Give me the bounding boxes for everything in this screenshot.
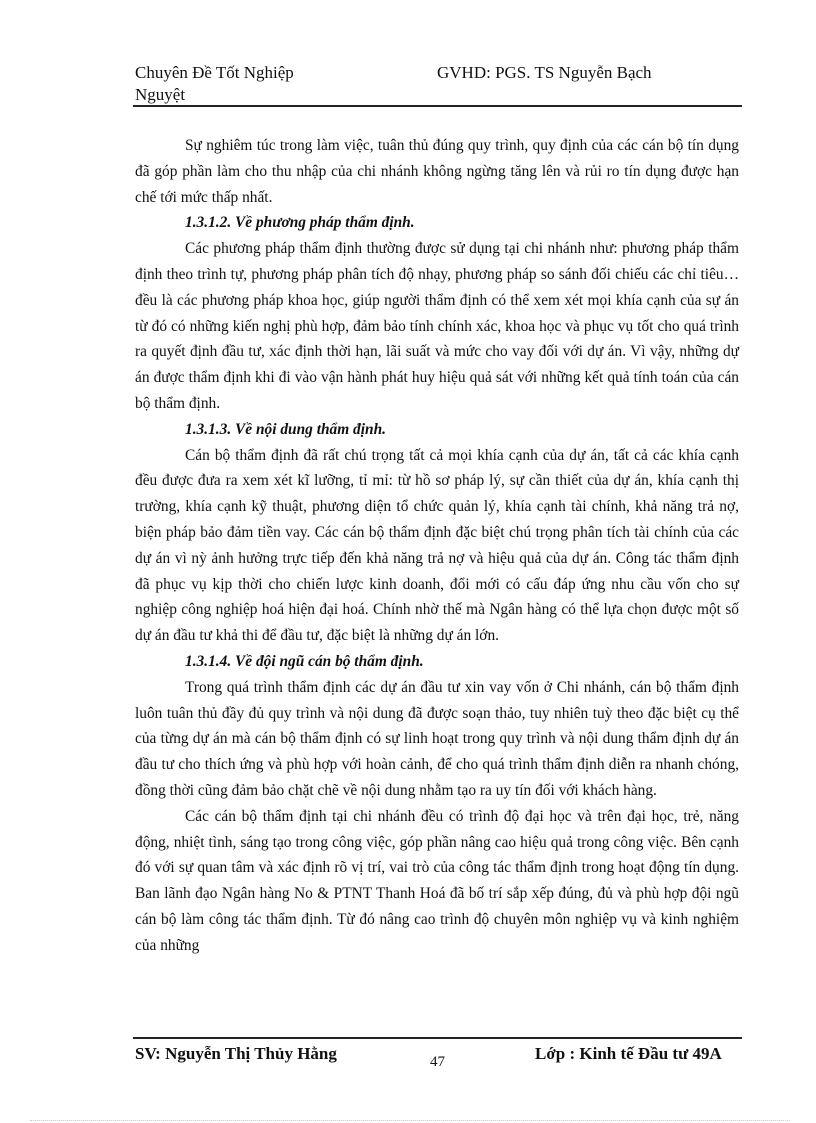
section-heading: 1.3.1.4. Về đội ngũ cán bộ thẩm định. [185,652,424,670]
footer-divider [133,1037,742,1039]
footer-class: Lớp : Kinh tế Đầu tư 49A [535,1044,722,1063]
page-edge-divider [30,1120,790,1121]
section-heading: 1.3.1.2. Về phương pháp thẩm định. [185,214,415,232]
page-number: 47 [430,1054,445,1070]
header-title-continuation: Nguyệt [135,85,186,104]
header-supervisor: GVHD: PGS. TS Nguyễn Bạch [437,63,652,82]
footer-student: SV: Nguyễn Thị Thủy Hằng [135,1044,337,1063]
document-body [135,133,739,959]
header-title: Chuyên Đề Tốt Nghiệp [135,63,294,82]
header-left [135,62,294,106]
paragraph: Các cán bộ thẩm định tại chi nhánh đều có trình độ đại học và trên đại học, trẻ, năng động, nhiệt tình, sáng tạo trong công việc, góp phần nâng cao hiệu quả trong công việc. Bên cạnh đó với sự quan tâm và xác định rõ vị trí, vai trò của công tác thẩm định trong hoạt động tín dụng. Ban lãnh đạo Ngân hàng No & PTNT Thanh Hoá đã bố trí sắp xếp đúng, đủ và phù hợp đội ngũ cán bộ làm công tác thẩm định. Từ đó nâng cao trình độ chuyên môn nghiệp vụ và kinh nghiệm của những [135,807,739,954]
header-divider [133,105,742,107]
paragraph: Trong quá trình thẩm định các dự án đầu tư xin vay vốn ở Chi nhánh, cán bộ thẩm định luôn tuân thủ đầy đủ quy trình và nội dung đã được soạn thảo, tuy nhiên tuỳ theo đặc biệt cụ thể của từng dự án mà cán bộ thẩm định có sự linh hoạt trong quy trình và nội dung thẩm định dự án đầu tư cho thích ứng và phù hợp với hoàn cảnh, để cho quá trình thẩm định diễn ra nhanh chóng, đồng thời cũng đảm bảo chặt chẽ về nội dung nhằm tạo ra uy tín đối với khách hàng. [135,678,739,799]
paragraph: Sự nghiêm túc trong làm việc, tuân thủ đúng quy trình, quy định của các cán bộ tín dụng đã góp phần làm cho thu nhập của chi nhánh không ngừng tăng lên và rủi ro tín dụng được hạn chế tới mức thấp nhất. [135,137,739,206]
section-heading: 1.3.1.3. Về nội dung thẩm định. [185,420,386,438]
paragraph: Cán bộ thẩm định đã rất chú trọng tất cả mọi khía cạnh của dự án, tất cả các khía cạnh đều được đưa ra xem xét kĩ lưỡng, tỉ mỉ: từ hồ sơ pháp lý, sự cần thiết của dự án, khía cạnh thị trường, khía cạnh kỹ thuật, phương diện tổ chức quản lý, khía cạnh tài chính, khả năng trả nợ, biện pháp bảo đảm tiền vay. Các cán bộ thẩm định đặc biệt chú trọng phân tích tài chính của các dự án vì nỳ ảnh hưởng trực tiếp đến khả năng trả nợ và hiệu quả của dự án. Công tác thẩm định đã phục vụ kịp thời cho chiến lược kinh doanh, đổi mới có cấu đáp ứng nhu cầu vốn cho sự nghiệp công nghiệp hoá hiện đại hoá. Chính nhờ thế mà Ngân hàng có thể lựa chọn được một số dự án đầu tư khả thi để đầu tư, đặc biệt là những dự án lớn. [135,446,739,645]
paragraph: Các phương pháp thẩm định thường được sử dụng tại chi nhánh như: phương pháp thẩm định theo trình tự, phương pháp phân tích độ nhạy, phương pháp so sánh đối chiếu các chỉ tiêu…đều là các phương pháp khoa học, giúp người thẩm định có thể xem xét mọi khía cạnh của sự án từ đó có những kiến nghị phù hợp, đảm bảo tính chính xác, khoa học và phục vụ tốt cho quá trình ra quyết định đầu tư, xác định thời hạn, lãi suất và mức cho vay đối với dự án. Vì vậy, những dự án được thẩm định khi đi vào vận hành phát huy hiệu quả sát với những kết quả tính toán của cán bộ thẩm định. [135,240,739,412]
